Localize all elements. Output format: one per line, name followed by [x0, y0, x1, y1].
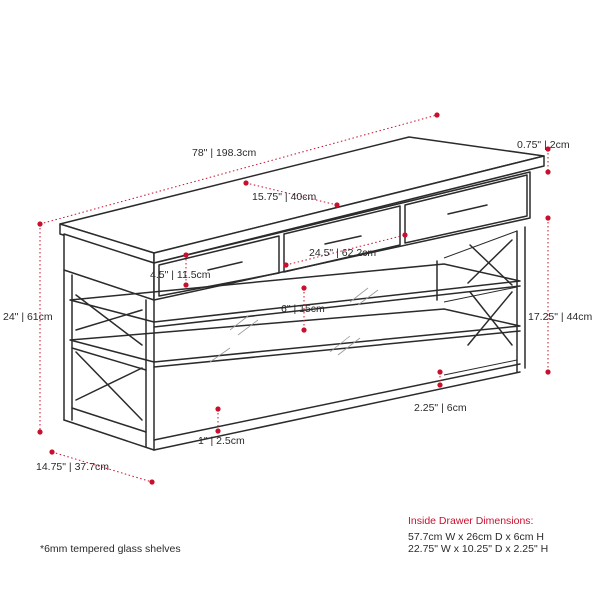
leg-height-label: 17.25" | 44cm — [528, 311, 593, 323]
drawer-height-label: 4.5" | 11.5cm — [150, 269, 211, 281]
rear-frame — [437, 227, 525, 375]
glass-note: *6mm tempered glass shelves — [40, 543, 181, 555]
shelf-gap-label: 6" | 15cm — [281, 303, 325, 315]
shelf-span-label: 24.5" | 62.2cm — [309, 247, 377, 259]
notes — [40, 515, 548, 555]
overall-width-label: 78" | 198.3cm — [192, 147, 257, 159]
depth-label: 14.75" | 37.7cm — [36, 461, 109, 473]
top-thickness-label: 0.75" | 2cm — [517, 139, 570, 151]
front-frame — [64, 270, 520, 450]
inside-drawer-metric: 57.7cm W x 26cm D x 6cm H — [408, 531, 544, 543]
drawer-width-label: 15.75" | 40cm — [252, 191, 317, 203]
tv-stand — [60, 137, 544, 450]
bottom-clearance-label: 2.25" | 6cm — [414, 402, 467, 414]
overall-height-label: 24" | 61cm — [3, 311, 53, 323]
base-height-label: 1" | 2.5cm — [198, 435, 245, 447]
inside-drawer-title: Inside Drawer Dimensions: — [408, 515, 534, 527]
inside-drawer-imperial: 22.75" W x 10.25" D x 2.25" H — [408, 543, 549, 555]
